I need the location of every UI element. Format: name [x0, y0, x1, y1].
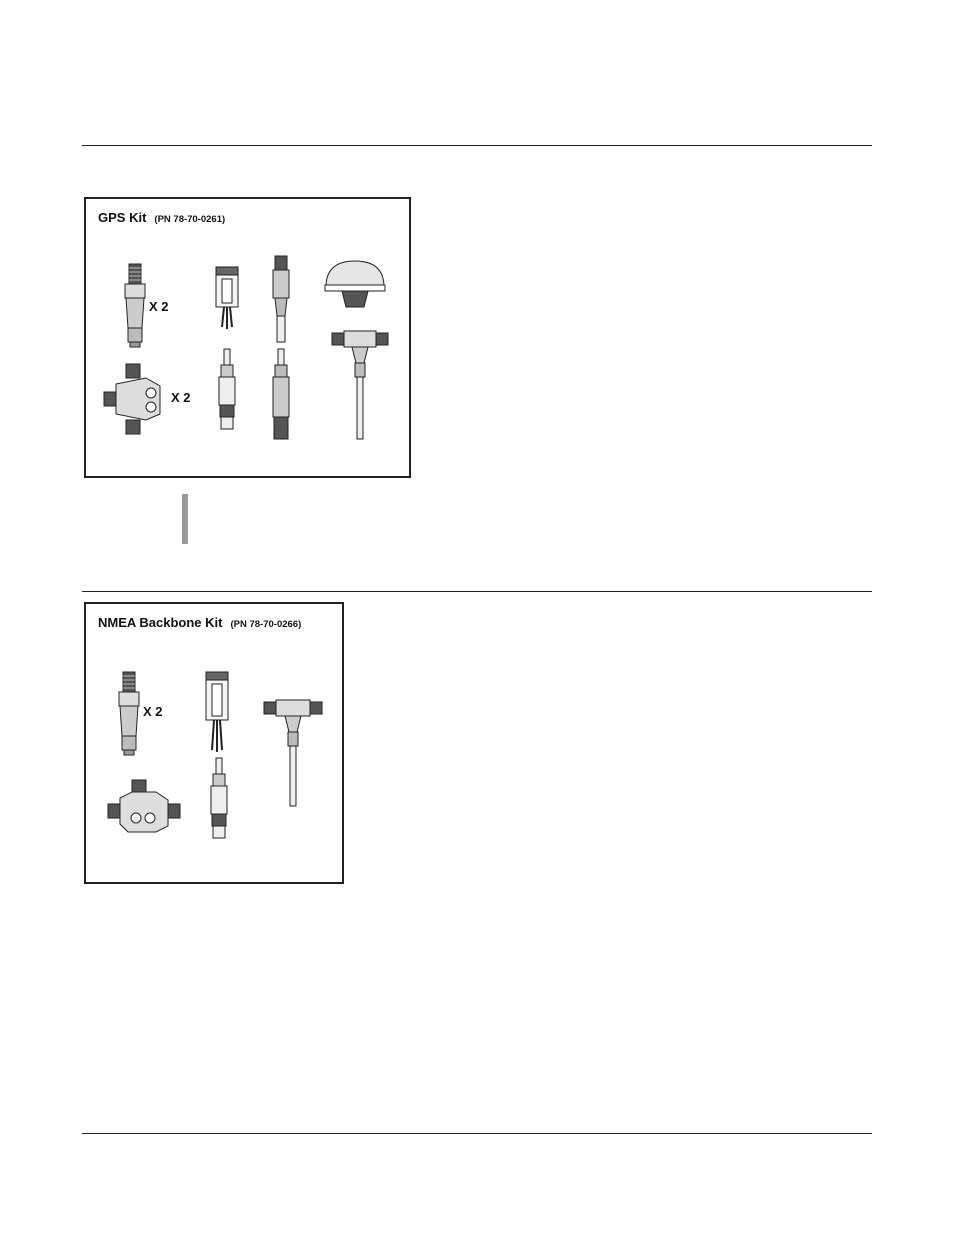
nmea-kit-title-text: NMEA Backbone Kit — [98, 615, 223, 630]
nmea-qty-connector: X 2 — [143, 704, 163, 719]
nmea-kit-title — [98, 615, 301, 630]
male-connector-icon — [208, 756, 230, 842]
cable-plug-icon — [202, 670, 232, 756]
drop-cable-male-icon — [270, 347, 292, 447]
gps-qty-connector: X 2 — [149, 299, 169, 314]
tee-connector-icon — [106, 778, 182, 842]
gps-kit-figure — [84, 197, 411, 478]
nmea-backbone-kit-figure — [84, 602, 344, 884]
gps-antenna-icon — [322, 257, 388, 311]
gps-kit-part-number: (PN 78-70-0261) — [154, 214, 226, 225]
gps-qty-tee: X 2 — [171, 390, 191, 405]
tee-connector-icon — [102, 362, 164, 436]
revision-change-bar — [182, 494, 188, 544]
t-connector-drop-icon — [262, 698, 324, 810]
field-connector-icon — [122, 262, 148, 348]
male-connector-icon — [216, 347, 238, 433]
gps-kit-title-text: GPS Kit — [98, 210, 147, 225]
cable-plug-icon — [212, 265, 242, 331]
section-rule — [82, 591, 872, 592]
footer-rule — [82, 1133, 872, 1134]
header-rule — [82, 145, 872, 146]
drop-cable-female-icon — [270, 254, 292, 346]
nmea-kit-part-number: (PN 78-70-0266) — [230, 619, 302, 630]
gps-kit-title — [98, 210, 225, 225]
field-connector-icon — [116, 670, 142, 756]
t-connector-drop-icon — [330, 329, 390, 444]
